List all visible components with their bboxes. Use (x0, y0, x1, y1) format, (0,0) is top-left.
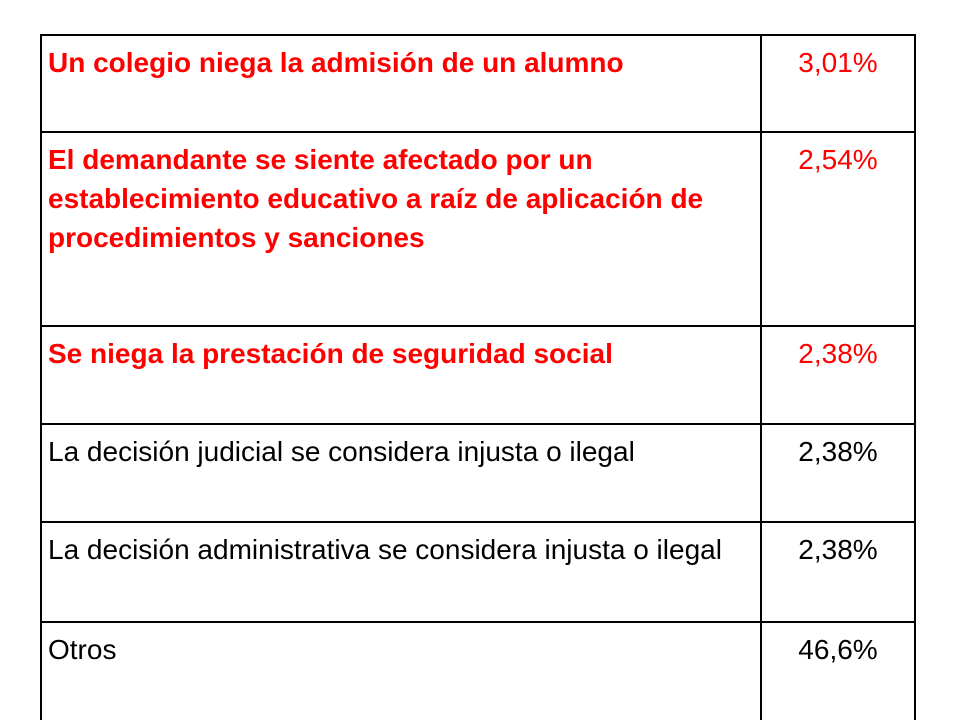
row-label: Se niega la prestación de seguridad social (41, 326, 761, 424)
table-row (41, 522, 915, 622)
row-label: Un colegio niega la admisión de un alumno (41, 35, 761, 132)
row-label: Otros (41, 622, 761, 720)
row-value: 3,01% (761, 35, 915, 132)
table-row (41, 424, 915, 522)
row-value: 2,38% (761, 326, 915, 424)
row-label: La decisión administrativa se considera injusta o ilegal (41, 522, 761, 622)
row-label: El demandante se siente afectado por un establecimiento educativo a raíz de aplicación de procedimientos y sanciones (41, 132, 761, 326)
table-row (41, 622, 915, 720)
row-value: 46,6% (761, 622, 915, 720)
statistics-table (40, 34, 916, 720)
table-row (41, 326, 915, 424)
table-row (41, 35, 915, 132)
row-label: La decisión judicial se considera injusta o ilegal (41, 424, 761, 522)
row-value: 2,38% (761, 424, 915, 522)
table-row (41, 132, 915, 326)
row-value: 2,38% (761, 522, 915, 622)
row-value: 2,54% (761, 132, 915, 326)
